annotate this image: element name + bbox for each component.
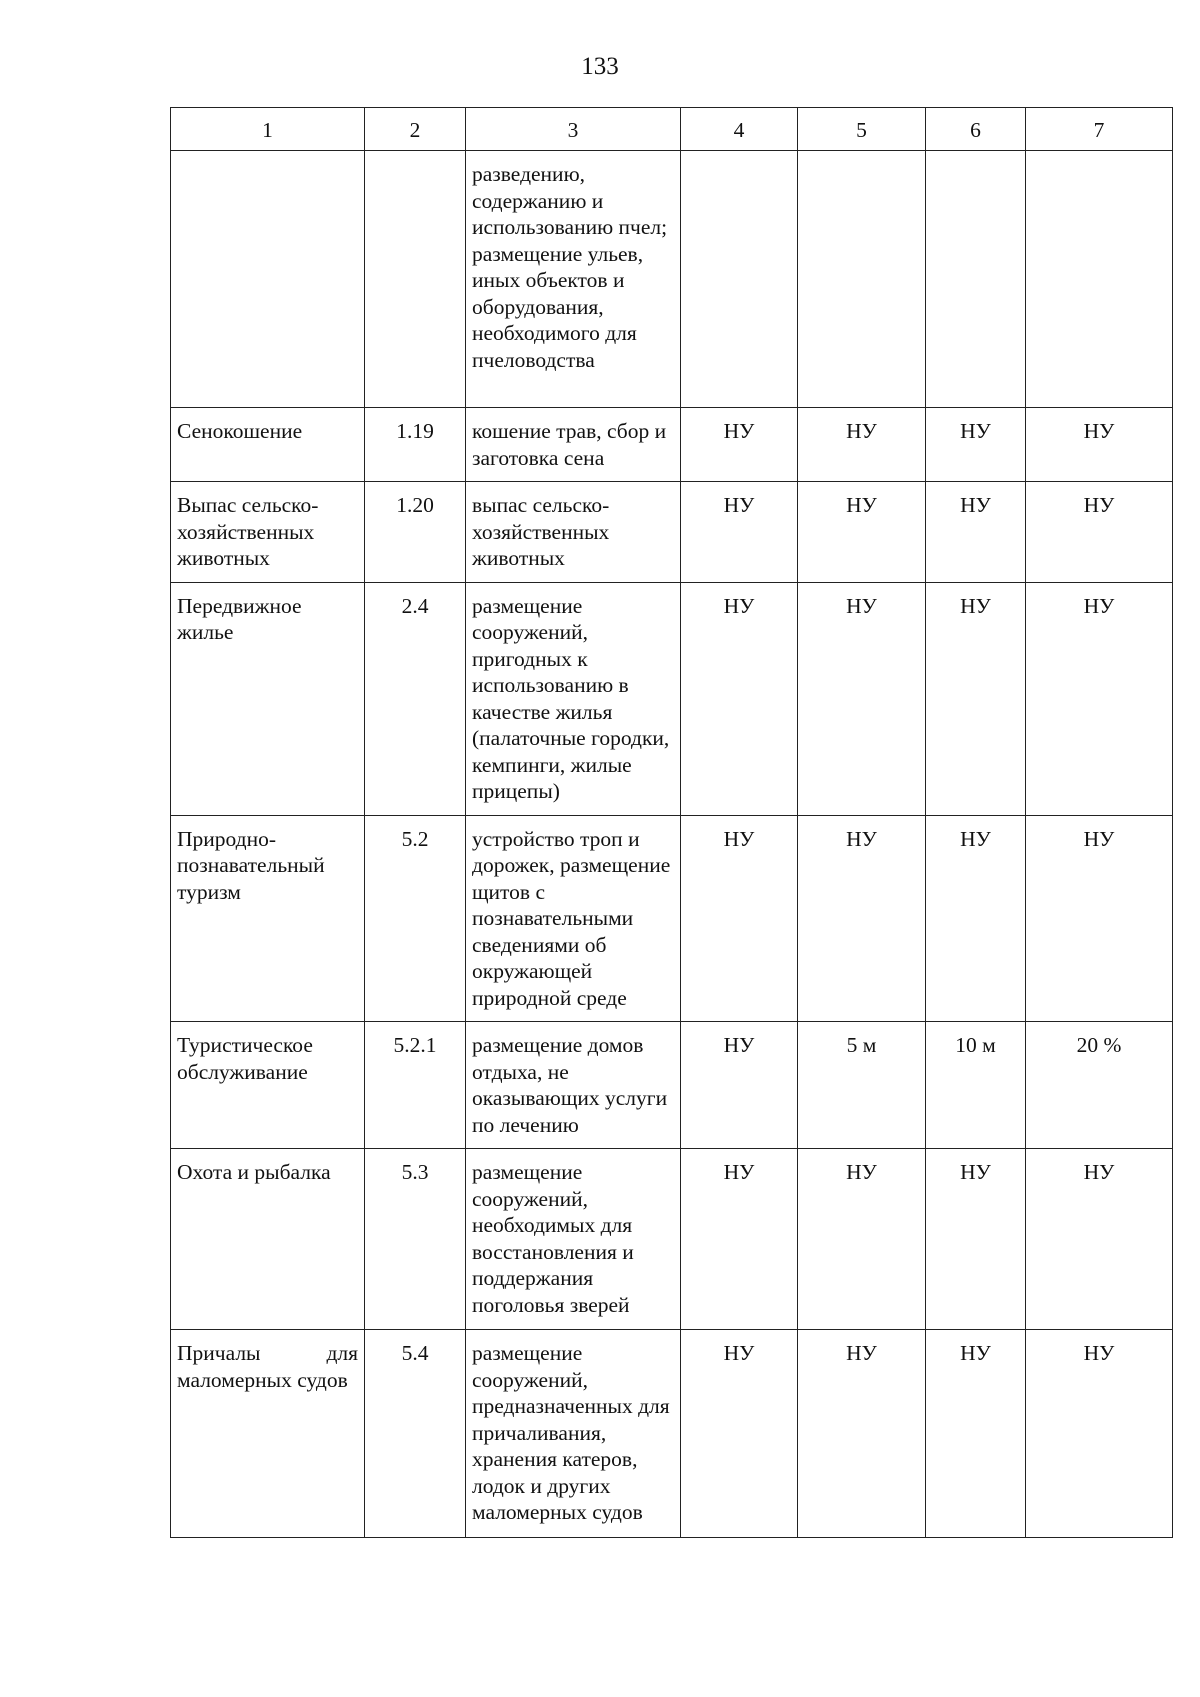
use-type-name: Выпас сельско-хозяйственных животных (171, 482, 365, 583)
column-header: 6 (926, 108, 1026, 151)
value-cell: НУ (1026, 1330, 1173, 1538)
value-cell: НУ (926, 1149, 1026, 1330)
value-cell (681, 151, 798, 408)
table-row (171, 151, 1173, 408)
use-type-description: размещение домов отдыха, не оказывающих услуги по лечению (466, 1022, 681, 1149)
use-type-name: Причалы для маломерных судов (171, 1330, 365, 1538)
column-header: 7 (1026, 108, 1173, 151)
value-cell: НУ (681, 1149, 798, 1330)
use-type-name: Сенокошение (171, 408, 365, 482)
use-type-code: 5.2.1 (365, 1022, 466, 1149)
value-cell: НУ (681, 482, 798, 583)
column-header: 1 (171, 108, 365, 151)
value-cell: 5 м (798, 1022, 926, 1149)
value-cell: НУ (798, 482, 926, 583)
value-cell: НУ (926, 482, 1026, 583)
column-header: 4 (681, 108, 798, 151)
value-cell: НУ (798, 1149, 926, 1330)
use-type-description: выпас сельско-хозяйственных животных (466, 482, 681, 583)
use-type-code: 1.19 (365, 408, 466, 482)
use-type-code: 5.4 (365, 1330, 466, 1538)
value-cell: НУ (1026, 482, 1173, 583)
use-type-name (171, 151, 365, 408)
value-cell: НУ (926, 582, 1026, 815)
table-row (171, 582, 1173, 815)
use-type-code: 5.3 (365, 1149, 466, 1330)
use-type-code: 2.4 (365, 582, 466, 815)
use-type-code: 5.2 (365, 815, 466, 1022)
table-row (171, 1149, 1173, 1330)
value-cell (1026, 151, 1173, 408)
value-cell: НУ (1026, 408, 1173, 482)
table-row (171, 1022, 1173, 1149)
value-cell: НУ (1026, 815, 1173, 1022)
use-type-description: размещение сооружений, необходимых для восстановления и поддержания поголовья зверей (466, 1149, 681, 1330)
page-number: 133 (581, 53, 619, 80)
use-type-description: кошение трав, сбор и заготовка сена (466, 408, 681, 482)
table-row (171, 815, 1173, 1022)
header-row (171, 108, 1173, 151)
value-cell: НУ (681, 815, 798, 1022)
use-type-code (365, 151, 466, 408)
column-header: 5 (798, 108, 926, 151)
value-cell: НУ (798, 815, 926, 1022)
value-cell: НУ (681, 408, 798, 482)
value-cell: НУ (1026, 582, 1173, 815)
value-cell: НУ (681, 1330, 798, 1538)
table-row (171, 1330, 1173, 1538)
value-cell: НУ (926, 1330, 1026, 1538)
column-header: 3 (466, 108, 681, 151)
value-cell: НУ (798, 582, 926, 815)
table-row (171, 408, 1173, 482)
use-type-name: Охота и рыбалка (171, 1149, 365, 1330)
value-cell: НУ (926, 815, 1026, 1022)
value-cell (798, 151, 926, 408)
value-cell: 10 м (926, 1022, 1026, 1149)
value-cell: 20 % (1026, 1022, 1173, 1149)
use-type-name: Передвижное жилье (171, 582, 365, 815)
table-row (171, 482, 1173, 583)
value-cell: НУ (681, 1022, 798, 1149)
use-type-name: Туристическое обслуживание (171, 1022, 365, 1149)
use-type-description: размещение сооружений, предназначенных для причаливания, хранения катеров, лодок и других маломерных судов (466, 1330, 681, 1538)
use-type-description: размещение сооружений, пригодных к использованию в качестве жилья (палаточные городки, кемпинги, жилые прицепы) (466, 582, 681, 815)
value-cell: НУ (681, 582, 798, 815)
value-cell (926, 151, 1026, 408)
value-cell: НУ (798, 1330, 926, 1538)
use-type-description: устройство троп и дорожек, размещение щитов с познавательными сведениями об окружающей природной среде (466, 815, 681, 1022)
use-type-name: Природно-познавательный туризм (171, 815, 365, 1022)
value-cell: НУ (1026, 1149, 1173, 1330)
value-cell: НУ (798, 408, 926, 482)
use-type-code: 1.20 (365, 482, 466, 583)
value-cell: НУ (926, 408, 1026, 482)
column-header: 2 (365, 108, 466, 151)
land-use-table (170, 107, 1173, 1538)
use-type-description: разведению, содержанию и использованию пчел; размещение ульев, иных объектов и оборудования, необходимого для пчеловодства (466, 151, 681, 408)
